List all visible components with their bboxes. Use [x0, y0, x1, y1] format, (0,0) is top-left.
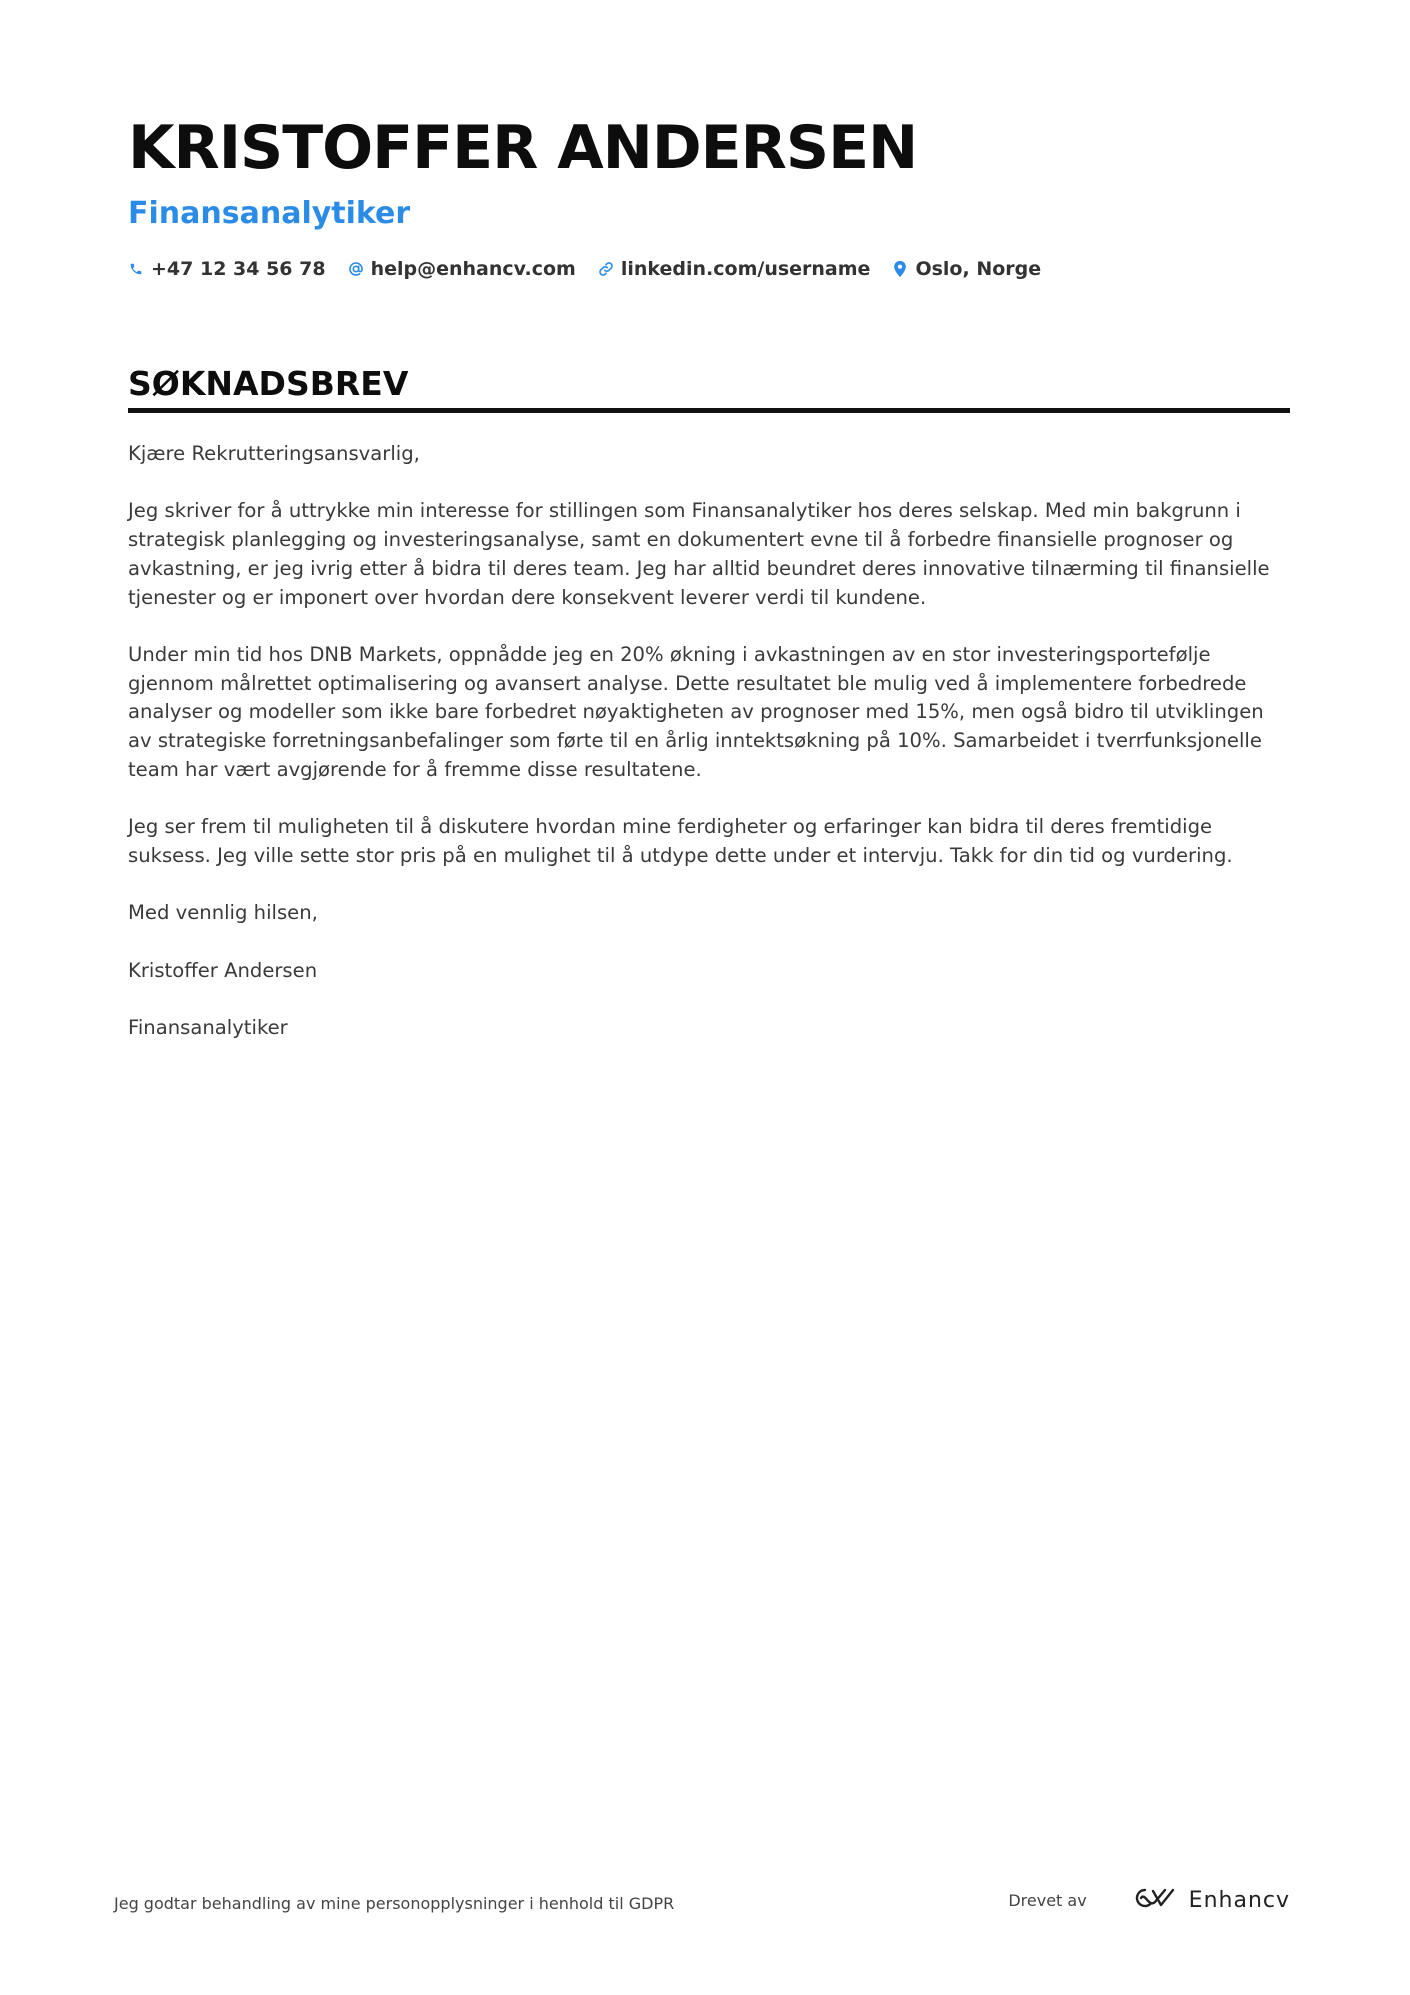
contact-location — [892, 258, 1041, 280]
gdpr-consent: Jeg godtar behandling av mine personopplysninger i henhold til GDPR — [114, 1894, 675, 1913]
powered-by-text: Drevet av — [1008, 1891, 1087, 1910]
paragraph-2: Under min tid hos DNB Markets, oppnådde jeg en 20% økning i avkastningen av en stor investeringsportefølje gjennom målrettet optimalisering og avansert analyse. Dette resultatet ble mulig ved å implementere forbedrede analyser og modeller som ikke bare forbedret nøyaktigheten av prognoser med 15%, men også bidro til utviklingen av strategiske forretningsanbefalinger som førte til en årlig inntektsøkning på 10%. Samarbeidet i tverrfunksjonelle team har vært avgjørende for å fremme disse resultatene. — [128, 642, 1264, 781]
section-divider — [128, 408, 1290, 413]
enhancv-logo-text: Enhancv — [1188, 1888, 1290, 1913]
email-text: help@enhancv.com — [370, 258, 576, 280]
contact-phone — [128, 258, 326, 280]
header — [128, 108, 1290, 284]
paragraph-3: Jeg ser frem til muligheten til å diskutere hvordan mine ferdigheter og erfaringer kan bidra til deres fremtidige suksess. Jeg ville sette stor pris på en mulighet til å utdype dette under et intervju. Takk for din tid og vurdering. — [128, 815, 1233, 867]
enhancv-logo-icon — [1131, 1886, 1177, 1915]
section-header — [128, 362, 1290, 413]
signature-name: Kristoffer Andersen — [128, 958, 318, 982]
contact-email[interactable] — [348, 258, 576, 280]
greeting: Kjære Rekrutteringsansvarlig, — [128, 442, 420, 465]
at-icon — [348, 260, 364, 278]
location-text: Oslo, Norge — [915, 258, 1042, 280]
contact-linkedin[interactable] — [598, 258, 871, 280]
phone-text: +47 12 34 56 78 — [151, 258, 326, 280]
paragraph-1: Jeg skriver for å uttrykke min interesse for stillingen som Finansanalytiker hos deres selskap. Med min bakgrunn i strategisk planlegging og investeringsanalyse, samt en dokumentert evne til å forbedre finansielle prognoser og avkastning, er jeg ivrig etter å bidra til deres team. Jeg har alltid beundret deres innovative tilnærming til finansielle tjenester og er imponert over hvordan dere konsekvent leverer verdi til kundene. — [128, 499, 1270, 609]
location-pin-icon — [892, 260, 908, 278]
closing: Med vennlig hilsen, — [128, 901, 318, 925]
section-title: SØKNADSBREV — [128, 364, 409, 403]
signature-title: Finansanalytiker — [128, 1015, 288, 1039]
letter-body — [128, 440, 1290, 1071]
link-icon — [598, 260, 614, 278]
candidate-name: KRISTOFFER ANDERSEN — [128, 113, 918, 183]
enhancv-logo[interactable] — [1131, 1886, 1290, 1915]
job-title: Finansanalytiker — [128, 196, 411, 231]
footer-branding — [1008, 1886, 1290, 1915]
contact-bar — [128, 254, 1290, 284]
phone-icon — [128, 260, 144, 278]
linkedin-text: linkedin.com/username — [620, 258, 871, 280]
